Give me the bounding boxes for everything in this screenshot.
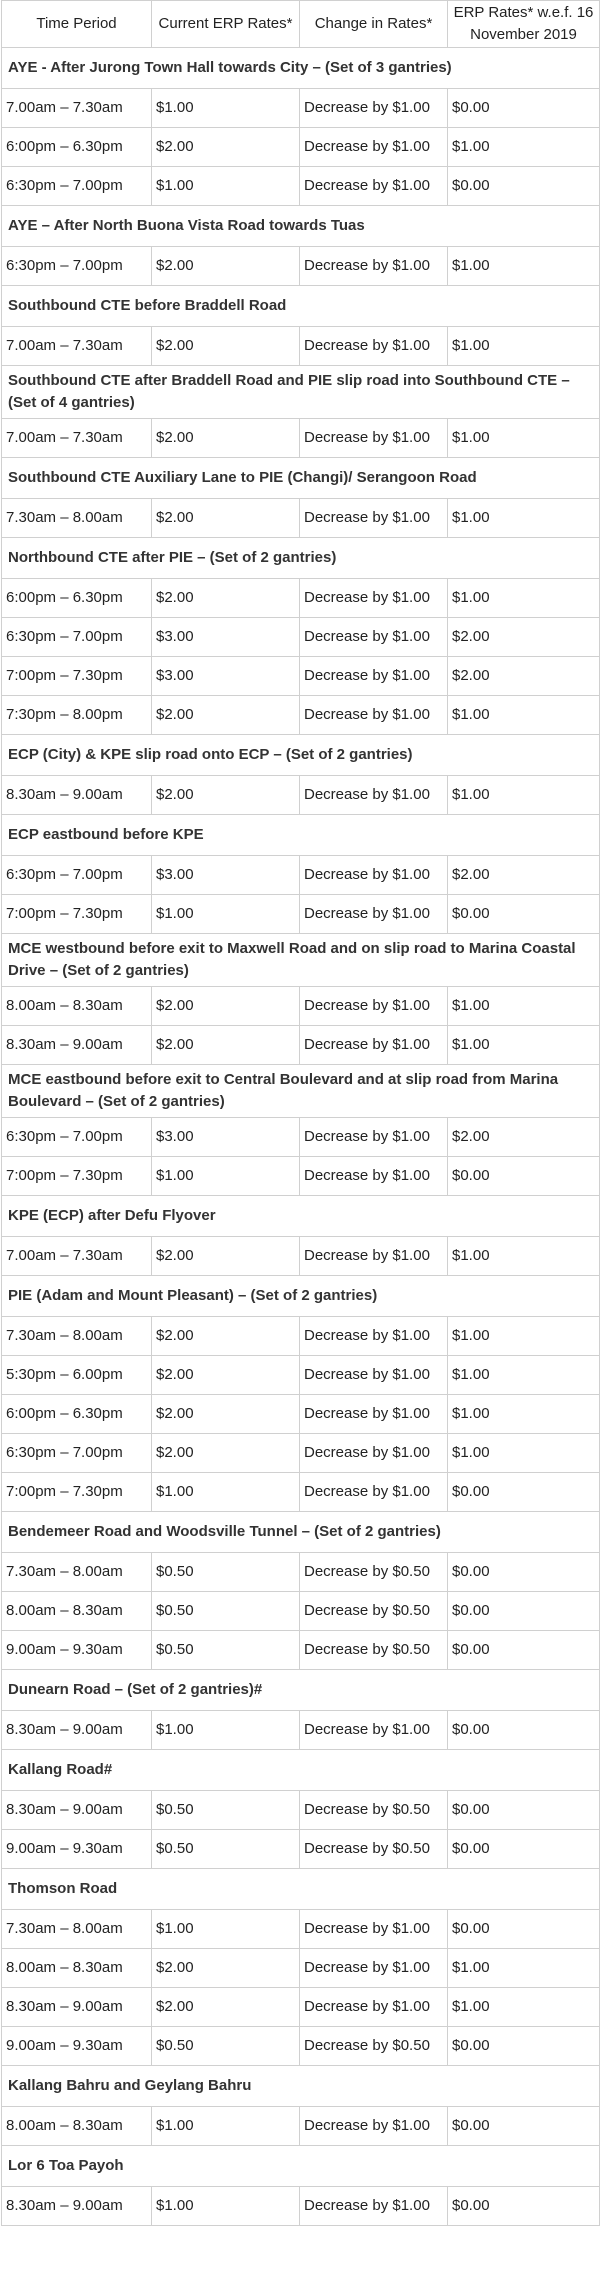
cell-current-rate: $2.00 (152, 1434, 300, 1473)
cell-change: Decrease by $1.00 (300, 856, 448, 895)
cell-time-period: 8.00am – 8.30am (2, 987, 152, 1026)
cell-time-period: 6:30pm – 7.00pm (2, 247, 152, 286)
cell-change: Decrease by $1.00 (300, 2107, 448, 2146)
cell-time-period: 6:30pm – 7.00pm (2, 167, 152, 206)
cell-change: Decrease by $1.00 (300, 1910, 448, 1949)
cell-change: Decrease by $1.00 (300, 89, 448, 128)
cell-change: Decrease by $0.50 (300, 1553, 448, 1592)
cell-new-rate: $1.00 (448, 1317, 600, 1356)
cell-change: Decrease by $1.00 (300, 167, 448, 206)
cell-change: Decrease by $1.00 (300, 1949, 448, 1988)
section-title: Lor 6 Toa Payoh (2, 2146, 600, 2187)
cell-current-rate: $0.50 (152, 1553, 300, 1592)
cell-current-rate: $2.00 (152, 1949, 300, 1988)
table-row (2, 1026, 600, 1065)
section-title: KPE (ECP) after Defu Flyover (2, 1196, 600, 1237)
section-header-row (2, 1869, 600, 1910)
cell-change: Decrease by $1.00 (300, 618, 448, 657)
cell-new-rate: $1.00 (448, 1237, 600, 1276)
table-row (2, 987, 600, 1026)
header-new-rates: ERP Rates* w.e.f. 16 November 2019 (448, 1, 600, 48)
cell-new-rate: $2.00 (448, 657, 600, 696)
section-title: MCE eastbound before exit to Central Boulevard and at slip road from Marina Boulevard – (Set of 2 gantries) (2, 1065, 600, 1118)
cell-change: Decrease by $1.00 (300, 419, 448, 458)
cell-time-period: 6:30pm – 7.00pm (2, 618, 152, 657)
cell-time-period: 9.00am – 9.30am (2, 2027, 152, 2066)
table-row (2, 1791, 600, 1830)
cell-current-rate: $2.00 (152, 696, 300, 735)
cell-current-rate: $1.00 (152, 1157, 300, 1196)
cell-time-period: 7.00am – 7.30am (2, 419, 152, 458)
cell-new-rate: $1.00 (448, 499, 600, 538)
table-row (2, 1631, 600, 1670)
cell-current-rate: $3.00 (152, 1118, 300, 1157)
cell-new-rate: $0.00 (448, 1553, 600, 1592)
section-header-row (2, 1670, 600, 1711)
table-row (2, 1592, 600, 1631)
cell-current-rate: $2.00 (152, 1356, 300, 1395)
cell-current-rate: $2.00 (152, 1395, 300, 1434)
header-time-period: Time Period (2, 1, 152, 48)
table-row (2, 1988, 600, 2027)
cell-time-period: 7:00pm – 7.30pm (2, 1473, 152, 1512)
cell-current-rate: $2.00 (152, 579, 300, 618)
cell-new-rate: $0.00 (448, 2107, 600, 2146)
table-row (2, 657, 600, 696)
cell-new-rate: $0.00 (448, 1157, 600, 1196)
cell-current-rate: $2.00 (152, 1317, 300, 1356)
cell-current-rate: $1.00 (152, 2187, 300, 2226)
section-title: Kallang Road# (2, 1750, 600, 1791)
cell-new-rate: $1.00 (448, 987, 600, 1026)
section-title: Dunearn Road – (Set of 2 gantries)# (2, 1670, 600, 1711)
cell-time-period: 8.00am – 8.30am (2, 1949, 152, 1988)
cell-current-rate: $2.00 (152, 1988, 300, 2027)
cell-time-period: 7.30am – 8.00am (2, 1553, 152, 1592)
cell-change: Decrease by $1.00 (300, 1395, 448, 1434)
cell-change: Decrease by $0.50 (300, 1631, 448, 1670)
cell-time-period: 7.00am – 7.30am (2, 89, 152, 128)
cell-current-rate: $2.00 (152, 499, 300, 538)
table-row (2, 128, 600, 167)
cell-change: Decrease by $1.00 (300, 1317, 448, 1356)
cell-current-rate: $1.00 (152, 895, 300, 934)
cell-new-rate: $1.00 (448, 1988, 600, 2027)
header-change: Change in Rates* (300, 1, 448, 48)
cell-time-period: 8.00am – 8.30am (2, 2107, 152, 2146)
cell-time-period: 6:30pm – 7.00pm (2, 1118, 152, 1157)
cell-new-rate: $1.00 (448, 776, 600, 815)
erp-rates-table (1, 0, 600, 2226)
cell-current-rate: $3.00 (152, 856, 300, 895)
table-row (2, 89, 600, 128)
cell-current-rate: $2.00 (152, 1237, 300, 1276)
cell-change: Decrease by $1.00 (300, 1157, 448, 1196)
table-row (2, 618, 600, 657)
cell-current-rate: $1.00 (152, 167, 300, 206)
cell-new-rate: $1.00 (448, 1434, 600, 1473)
cell-change: Decrease by $1.00 (300, 1434, 448, 1473)
section-title: AYE – After North Buona Vista Road towards Tuas (2, 206, 600, 247)
cell-time-period: 7.30am – 8.00am (2, 499, 152, 538)
cell-new-rate: $1.00 (448, 247, 600, 286)
cell-time-period: 6:00pm – 6.30pm (2, 1395, 152, 1434)
cell-new-rate: $1.00 (448, 128, 600, 167)
table-row (2, 419, 600, 458)
cell-time-period: 8.00am – 8.30am (2, 1592, 152, 1631)
cell-time-period: 8.30am – 9.00am (2, 1791, 152, 1830)
section-title: Kallang Bahru and Geylang Bahru (2, 2066, 600, 2107)
cell-time-period: 7:00pm – 7.30pm (2, 657, 152, 696)
cell-time-period: 8.30am – 9.00am (2, 1988, 152, 2027)
cell-new-rate: $1.00 (448, 1356, 600, 1395)
cell-change: Decrease by $1.00 (300, 1026, 448, 1065)
cell-time-period: 7.00am – 7.30am (2, 327, 152, 366)
table-row (2, 1553, 600, 1592)
section-header-row (2, 1065, 600, 1118)
cell-change: Decrease by $1.00 (300, 776, 448, 815)
section-header-row (2, 286, 600, 327)
cell-change: Decrease by $1.00 (300, 987, 448, 1026)
section-title: Bendemeer Road and Woodsville Tunnel – (Set of 2 gantries) (2, 1512, 600, 1553)
section-header-row (2, 538, 600, 579)
table-row (2, 327, 600, 366)
section-header-row (2, 735, 600, 776)
section-header-row (2, 1750, 600, 1791)
cell-current-rate: $3.00 (152, 618, 300, 657)
section-header-row (2, 366, 600, 419)
cell-change: Decrease by $1.00 (300, 1118, 448, 1157)
cell-current-rate: $2.00 (152, 327, 300, 366)
table-row (2, 499, 600, 538)
cell-new-rate: $0.00 (448, 1631, 600, 1670)
table-row (2, 1395, 600, 1434)
cell-change: Decrease by $1.00 (300, 696, 448, 735)
table-row (2, 1910, 600, 1949)
cell-current-rate: $2.00 (152, 247, 300, 286)
cell-current-rate: $0.50 (152, 1791, 300, 1830)
cell-time-period: 6:00pm – 6.30pm (2, 579, 152, 618)
section-header-row (2, 206, 600, 247)
cell-new-rate: $1.00 (448, 579, 600, 618)
section-title: AYE - After Jurong Town Hall towards City – (Set of 3 gantries) (2, 48, 600, 89)
cell-change: Decrease by $1.00 (300, 499, 448, 538)
cell-new-rate: $1.00 (448, 696, 600, 735)
table-row (2, 2027, 600, 2066)
section-header-row (2, 1196, 600, 1237)
cell-change: Decrease by $1.00 (300, 128, 448, 167)
table-row (2, 895, 600, 934)
cell-time-period: 9.00am – 9.30am (2, 1631, 152, 1670)
cell-current-rate: $1.00 (152, 2107, 300, 2146)
cell-new-rate: $1.00 (448, 419, 600, 458)
cell-time-period: 8.30am – 9.00am (2, 1026, 152, 1065)
cell-change: Decrease by $1.00 (300, 1237, 448, 1276)
cell-current-rate: $2.00 (152, 1026, 300, 1065)
section-header-row (2, 1512, 600, 1553)
cell-new-rate: $0.00 (448, 2187, 600, 2226)
cell-new-rate: $0.00 (448, 2027, 600, 2066)
cell-current-rate: $2.00 (152, 419, 300, 458)
table-body (2, 48, 600, 2226)
cell-current-rate: $0.50 (152, 1592, 300, 1631)
cell-time-period: 7:30pm – 8.00pm (2, 696, 152, 735)
section-header-row (2, 48, 600, 89)
section-title: Northbound CTE after PIE – (Set of 2 gantries) (2, 538, 600, 579)
cell-change: Decrease by $1.00 (300, 1988, 448, 2027)
table-row (2, 1473, 600, 1512)
cell-new-rate: $0.00 (448, 1711, 600, 1750)
section-title: Southbound CTE before Braddell Road (2, 286, 600, 327)
cell-time-period: 7:00pm – 7.30pm (2, 895, 152, 934)
section-title: MCE westbound before exit to Maxwell Road and on slip road to Marina Coastal Drive – (Set of 2 gantries) (2, 934, 600, 987)
table-row (2, 1830, 600, 1869)
cell-change: Decrease by $1.00 (300, 2187, 448, 2226)
section-title: ECP eastbound before KPE (2, 815, 600, 856)
cell-current-rate: $3.00 (152, 657, 300, 696)
table-row (2, 696, 600, 735)
table-row (2, 1317, 600, 1356)
table-row (2, 776, 600, 815)
table-row (2, 1118, 600, 1157)
cell-current-rate: $2.00 (152, 776, 300, 815)
section-title: Southbound CTE after Braddell Road and PIE slip road into Southbound CTE – (Set of 4 gantries) (2, 366, 600, 419)
section-header-row (2, 2066, 600, 2107)
cell-time-period: 6:00pm – 6.30pm (2, 128, 152, 167)
table-row (2, 1434, 600, 1473)
table-row (2, 2107, 600, 2146)
cell-time-period: 8.30am – 9.00am (2, 1711, 152, 1750)
cell-time-period: 8.30am – 9.00am (2, 2187, 152, 2226)
cell-new-rate: $0.00 (448, 1592, 600, 1631)
cell-change: Decrease by $1.00 (300, 579, 448, 618)
section-title: Thomson Road (2, 1869, 600, 1910)
cell-current-rate: $0.50 (152, 1631, 300, 1670)
cell-change: Decrease by $1.00 (300, 1473, 448, 1512)
cell-change: Decrease by $0.50 (300, 1791, 448, 1830)
cell-new-rate: $1.00 (448, 1949, 600, 1988)
cell-change: Decrease by $1.00 (300, 895, 448, 934)
cell-time-period: 7.30am – 8.00am (2, 1317, 152, 1356)
cell-change: Decrease by $0.50 (300, 2027, 448, 2066)
cell-change: Decrease by $1.00 (300, 1356, 448, 1395)
cell-change: Decrease by $1.00 (300, 247, 448, 286)
cell-new-rate: $0.00 (448, 89, 600, 128)
section-header-row (2, 815, 600, 856)
header-row (2, 1, 600, 48)
table-row (2, 2187, 600, 2226)
cell-new-rate: $2.00 (448, 1118, 600, 1157)
cell-current-rate: $1.00 (152, 89, 300, 128)
cell-time-period: 9.00am – 9.30am (2, 1830, 152, 1869)
cell-change: Decrease by $0.50 (300, 1830, 448, 1869)
cell-current-rate: $0.50 (152, 2027, 300, 2066)
cell-new-rate: $1.00 (448, 1026, 600, 1065)
cell-current-rate: $1.00 (152, 1473, 300, 1512)
cell-new-rate: $0.00 (448, 167, 600, 206)
section-title: PIE (Adam and Mount Pleasant) – (Set of 2 gantries) (2, 1276, 600, 1317)
table-row (2, 1949, 600, 1988)
table-row (2, 1356, 600, 1395)
table-row (2, 856, 600, 895)
cell-current-rate: $2.00 (152, 128, 300, 167)
header-current-rates: Current ERP Rates* (152, 1, 300, 48)
table-row (2, 247, 600, 286)
cell-change: Decrease by $1.00 (300, 327, 448, 366)
table-row (2, 1711, 600, 1750)
cell-new-rate: $2.00 (448, 856, 600, 895)
cell-new-rate: $0.00 (448, 1473, 600, 1512)
cell-change: Decrease by $1.00 (300, 1711, 448, 1750)
cell-new-rate: $0.00 (448, 1830, 600, 1869)
cell-current-rate: $1.00 (152, 1910, 300, 1949)
cell-time-period: 6:30pm – 7.00pm (2, 856, 152, 895)
cell-time-period: 7.00am – 7.30am (2, 1237, 152, 1276)
section-header-row (2, 1276, 600, 1317)
section-header-row (2, 458, 600, 499)
cell-time-period: 8.30am – 9.00am (2, 776, 152, 815)
table-row (2, 579, 600, 618)
cell-current-rate: $2.00 (152, 987, 300, 1026)
table-row (2, 167, 600, 206)
section-header-row (2, 2146, 600, 2187)
cell-new-rate: $1.00 (448, 327, 600, 366)
cell-current-rate: $1.00 (152, 1711, 300, 1750)
cell-current-rate: $0.50 (152, 1830, 300, 1869)
cell-new-rate: $0.00 (448, 1910, 600, 1949)
section-title: ECP (City) & KPE slip road onto ECP – (Set of 2 gantries) (2, 735, 600, 776)
cell-time-period: 5:30pm – 6.00pm (2, 1356, 152, 1395)
table-row (2, 1157, 600, 1196)
section-title: Southbound CTE Auxiliary Lane to PIE (Changi)/ Serangoon Road (2, 458, 600, 499)
cell-new-rate: $0.00 (448, 1791, 600, 1830)
cell-new-rate: $1.00 (448, 1395, 600, 1434)
cell-new-rate: $2.00 (448, 618, 600, 657)
table-row (2, 1237, 600, 1276)
section-header-row (2, 934, 600, 987)
cell-time-period: 7:00pm – 7.30pm (2, 1157, 152, 1196)
cell-time-period: 7.30am – 8.00am (2, 1910, 152, 1949)
cell-time-period: 6:30pm – 7.00pm (2, 1434, 152, 1473)
cell-change: Decrease by $0.50 (300, 1592, 448, 1631)
cell-new-rate: $0.00 (448, 895, 600, 934)
cell-change: Decrease by $1.00 (300, 657, 448, 696)
